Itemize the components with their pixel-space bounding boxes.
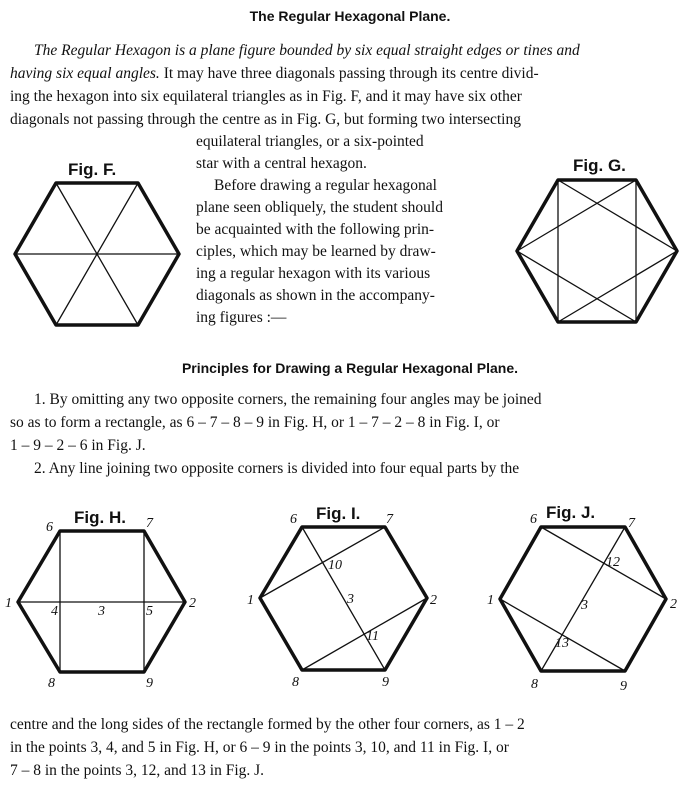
fig-j-point-12: 12 bbox=[606, 555, 620, 570]
fig-i-point-10: 10 bbox=[328, 558, 342, 573]
fig-i-point-2: 2 bbox=[430, 593, 437, 608]
principle-1-line-1: 1. By omitting any two opposite corners, the remaining four angles may be joined bbox=[34, 391, 542, 408]
fig-i-point-11: 11 bbox=[366, 629, 379, 644]
intro-mid-line-8: diagonals as shown in the accompany- bbox=[196, 287, 435, 304]
fig-h-point-3: 3 bbox=[98, 604, 105, 619]
fig-i-point-1: 1 bbox=[247, 593, 254, 608]
principle-2-line-2: centre and the long sides of the rectangle formed by the other four corners, as 1 – 2 bbox=[10, 716, 525, 733]
principle-2-line-1: 2. Any line joining two opposite corners is divided into four equal parts by the bbox=[34, 460, 520, 477]
intro-mid-line-9: ing figures :— bbox=[196, 309, 287, 326]
fig-i-point-3: 3 bbox=[347, 592, 354, 607]
intro-mid-line-3: Before drawing a regular hexagonal bbox=[214, 177, 437, 194]
fig-h-point-2: 2 bbox=[189, 596, 196, 611]
principle-2-line-3: in the points 3, 4, and 5 in Fig. H, or 6 – 9 in the points 3, 10, and 11 in Fig. I, or bbox=[10, 739, 509, 756]
intro-mid-line-6: ciples, which may be learned by draw- bbox=[196, 243, 436, 260]
fig-j-point-8: 8 bbox=[531, 677, 538, 692]
fig-i-point-7: 7 bbox=[386, 512, 393, 527]
fig-j-point-6: 6 bbox=[530, 512, 537, 527]
intro-mid-line-5: be acquainted with the following prin- bbox=[196, 221, 435, 238]
fig-h-point-1: 1 bbox=[5, 596, 12, 611]
intro-line-3: ing the hexagon into six equilateral triangles as in Fig. F, and it may have six other bbox=[10, 88, 522, 105]
fig-i-point-9: 9 bbox=[382, 675, 389, 690]
intro-line-1-text: The Regular Hexagon is a plane figure bounded by six equal straight edges or tines and bbox=[34, 42, 580, 59]
principles-heading: Principles for Drawing a Regular Hexagonal Plane. bbox=[181, 360, 519, 376]
fig-g-label: Fig. G. bbox=[573, 156, 626, 175]
principle-1-line-3: 1 – 9 – 2 – 6 in Fig. J. bbox=[10, 437, 146, 454]
intro-line-4: diagonals not passing through the centre as in Fig. G, but forming two intersecting bbox=[10, 111, 521, 128]
fig-j-point-13: 13 bbox=[555, 636, 569, 651]
intro-mid-line-2: star with a central hexagon. bbox=[196, 155, 367, 172]
fig-j-point-2: 2 bbox=[670, 597, 677, 612]
fig-h-point-4: 4 bbox=[51, 604, 58, 619]
fig-h-point-7: 7 bbox=[146, 516, 153, 531]
fig-j-label: Fig. J. bbox=[546, 503, 596, 522]
fig-j-point-7: 7 bbox=[628, 516, 635, 531]
intro-mid-line-4: plane seen obliquely, the student should bbox=[196, 199, 443, 216]
fig-f-label: Fig. F. bbox=[68, 160, 117, 179]
fig-j-point-1: 1 bbox=[487, 593, 494, 608]
intro-mid-line-1: equilateral triangles, or a six-pointed bbox=[196, 133, 424, 150]
fig-h-point-6: 6 bbox=[46, 520, 53, 535]
fig-h-point-5: 5 bbox=[146, 604, 153, 619]
intro-line-2-rest: It may have three diagonals passing through its centre divid- bbox=[163, 65, 539, 82]
intro-line-2-italic: having six equal angles. bbox=[10, 65, 160, 82]
principle-2-line-4: 7 – 8 in the points 3, 12, and 13 in Fig. J. bbox=[10, 762, 265, 779]
page-title: The Regular Hexagonal Plane. bbox=[249, 8, 451, 24]
fig-j-point-9: 9 bbox=[620, 679, 627, 694]
fig-i-label: Fig. I. bbox=[316, 504, 361, 523]
fig-h-point-8: 8 bbox=[48, 676, 55, 691]
intro-mid-line-7: ing a regular hexagon with its various bbox=[196, 265, 431, 282]
principle-1-line-2: so as to form a rectangle, as 6 – 7 – 8 – 9 in Fig. H, or 1 – 7 – 2 – 8 in Fig. I, or bbox=[10, 414, 500, 431]
fig-i-point-8: 8 bbox=[292, 675, 299, 690]
fig-h-label: Fig. H. bbox=[74, 508, 126, 527]
fig-j-point-3: 3 bbox=[581, 598, 588, 613]
fig-i-point-6: 6 bbox=[290, 512, 297, 527]
fig-h-point-9: 9 bbox=[146, 676, 153, 691]
